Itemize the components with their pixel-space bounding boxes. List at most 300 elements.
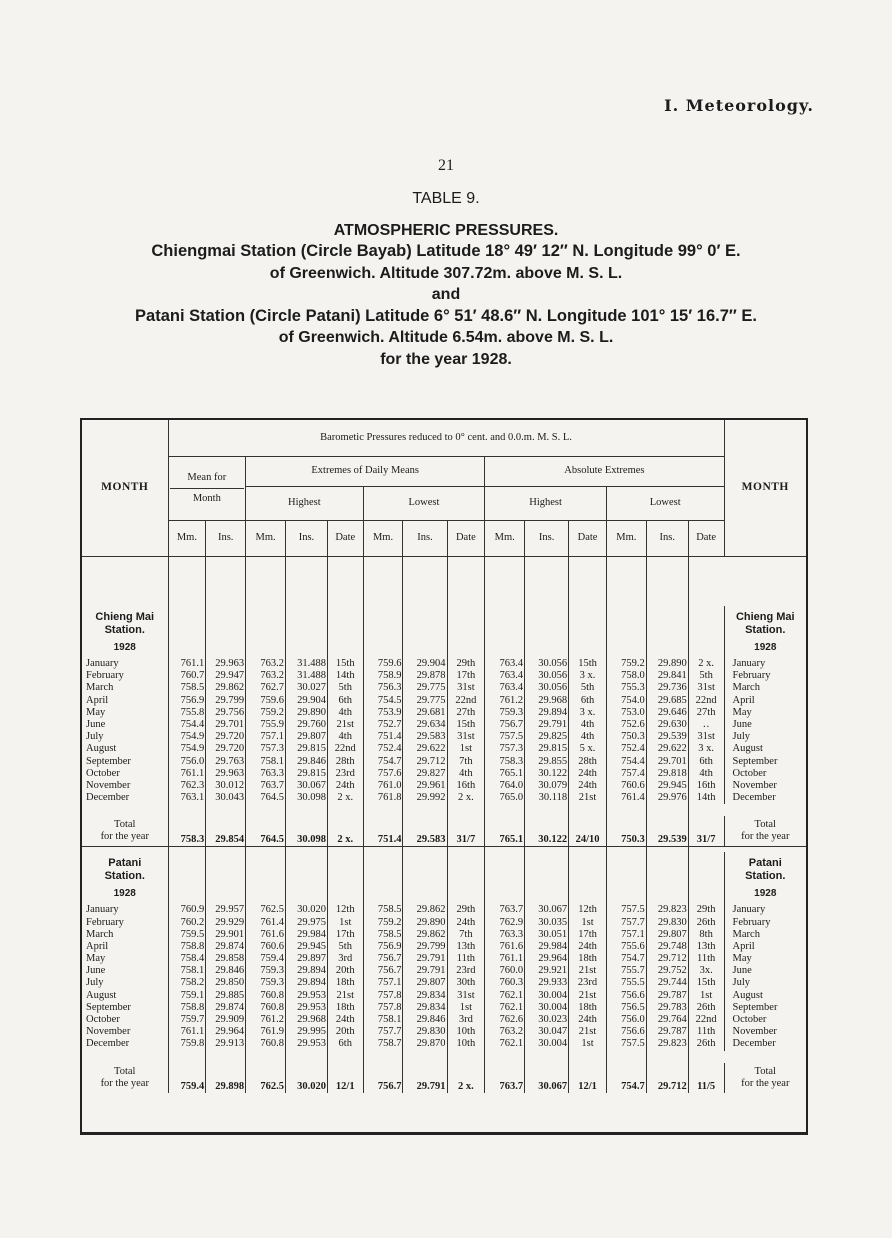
- data-cell: 763.2: [246, 658, 286, 670]
- data-cell: 755.8: [168, 707, 206, 719]
- spacer-cell: [363, 804, 403, 816]
- data-cell: 17th: [327, 929, 363, 941]
- month-name: July: [82, 977, 168, 989]
- data-cell: 29.964: [206, 1026, 246, 1038]
- table-row: [82, 977, 806, 989]
- data-cell: 30.004: [525, 990, 569, 1002]
- month-name: May: [724, 953, 806, 965]
- month-name: March: [82, 929, 168, 941]
- station-label-right: [724, 852, 806, 904]
- data-cell: 761.2: [246, 1014, 286, 1026]
- data-cell: 29.894: [285, 965, 327, 977]
- table-row: [82, 904, 806, 916]
- data-cell: 758.8: [168, 941, 206, 953]
- spacer-cell: [569, 606, 607, 658]
- data-cell: 762.7: [246, 682, 286, 694]
- data-cell: 758.5: [363, 904, 403, 916]
- data-cell: 765.0: [485, 792, 525, 804]
- data-cell: 24th: [569, 1014, 607, 1026]
- data-cell: 31st: [688, 682, 724, 694]
- data-cell: 758.1: [363, 1014, 403, 1026]
- data-cell: 29.539: [646, 731, 688, 743]
- data-cell: 21st: [327, 990, 363, 1002]
- data-cell: 762.9: [485, 916, 525, 928]
- spacer-cell: [688, 1051, 724, 1063]
- data-cell: 761.6: [246, 929, 286, 941]
- data-cell: 29.904: [403, 658, 447, 670]
- spacer-cell: [447, 556, 485, 606]
- data-cell: 758.1: [168, 965, 206, 977]
- data-cell: 757.3: [485, 743, 525, 755]
- and-line: and: [431, 286, 461, 303]
- data-cell: 31.488: [285, 670, 327, 682]
- data-cell: 14th: [327, 670, 363, 682]
- data-cell: 29.976: [646, 792, 688, 804]
- data-cell: 29.858: [206, 953, 246, 965]
- month-name: June: [724, 965, 806, 977]
- data-cell: 10th: [447, 1026, 485, 1038]
- data-cell: 11th: [688, 1026, 724, 1038]
- data-cell: 21st: [327, 719, 363, 731]
- table-row: [82, 1002, 806, 1014]
- month-name: August: [82, 743, 168, 755]
- table-row: [82, 941, 806, 953]
- spacer-cell: [206, 1051, 246, 1063]
- data-cell: 15th: [327, 658, 363, 670]
- spacer-cell: [327, 852, 363, 904]
- data-cell: 760.0: [485, 965, 525, 977]
- data-cell: 754.9: [168, 731, 206, 743]
- data-cell: 29.862: [206, 682, 246, 694]
- month-name: May: [724, 707, 806, 719]
- data-cell: 30.035: [525, 916, 569, 928]
- unit-header-date: Date: [327, 520, 363, 556]
- month-name: February: [724, 916, 806, 928]
- data-cell: 30.079: [525, 780, 569, 792]
- unit-header-mm: Mm.: [246, 520, 286, 556]
- data-cell: 26th: [688, 1002, 724, 1014]
- daily-highest-header: Highest: [246, 486, 363, 520]
- data-cell: 29.630: [646, 719, 688, 731]
- month-name: February: [82, 916, 168, 928]
- data-cell: 759.3: [246, 977, 286, 989]
- data-cell: 757.5: [485, 731, 525, 743]
- title-block: [60, 188, 832, 370]
- data-cell: 757.8: [363, 990, 403, 1002]
- data-cell: 15th: [688, 977, 724, 989]
- data-cell: 758.8: [168, 1002, 206, 1014]
- data-cell: 29.712: [403, 756, 447, 768]
- total-cell: 29.583: [403, 816, 447, 846]
- month-name: October: [724, 768, 806, 780]
- data-cell: 29.720: [206, 731, 246, 743]
- data-cell: 21st: [569, 1026, 607, 1038]
- data-cell: 12th: [327, 904, 363, 916]
- data-cell: 30th: [447, 977, 485, 989]
- data-cell: 6th: [569, 695, 607, 707]
- data-cell: 29.984: [525, 941, 569, 953]
- data-cell: 30.004: [525, 1038, 569, 1050]
- data-cell: 29.855: [525, 756, 569, 768]
- data-cell: 21st: [569, 792, 607, 804]
- data-cell: 759.3: [485, 707, 525, 719]
- total-cell: 750.3: [606, 816, 646, 846]
- data-cell: 29.775: [403, 682, 447, 694]
- unit-header-mm: Mm.: [606, 520, 646, 556]
- data-cell: 760.3: [485, 977, 525, 989]
- month-name: August: [82, 990, 168, 1002]
- data-cell: 761.9: [246, 1026, 286, 1038]
- data-cell: 761.1: [168, 658, 206, 670]
- spacer-cell: [525, 852, 569, 904]
- data-cell: 29.862: [403, 929, 447, 941]
- unit-header-ins: Ins.: [403, 520, 447, 556]
- unit-header-mm: Mm.: [485, 520, 525, 556]
- data-cell: 762.3: [168, 780, 206, 792]
- spacer-cell: [724, 556, 806, 606]
- data-cell: 29.890: [285, 707, 327, 719]
- data-cell: 6th: [327, 1038, 363, 1050]
- spacer-cell: [569, 852, 607, 904]
- data-cell: 29.894: [525, 707, 569, 719]
- section-header: I. Meteorology.: [664, 96, 814, 115]
- spacer-cell: [646, 556, 688, 606]
- absolute-extremes-header: Absolute Extremes: [485, 456, 724, 486]
- data-cell: 31st: [447, 682, 485, 694]
- data-cell: 30.118: [525, 792, 569, 804]
- data-cell: 3rd: [447, 1014, 485, 1026]
- data-cell: 758.5: [363, 929, 403, 941]
- data-cell: 29.874: [206, 1002, 246, 1014]
- data-cell: 750.3: [606, 731, 646, 743]
- data-cell: 29.760: [285, 719, 327, 731]
- data-cell: 757.1: [606, 929, 646, 941]
- data-cell: 759.3: [246, 965, 286, 977]
- data-cell: 29.841: [646, 670, 688, 682]
- spacer-cell: [82, 1051, 168, 1063]
- data-cell: 29.874: [206, 941, 246, 953]
- month-name: March: [724, 929, 806, 941]
- data-cell: 31st: [447, 731, 485, 743]
- data-cell: 756.0: [168, 756, 206, 768]
- data-cell: 27th: [447, 707, 485, 719]
- data-cell: 22nd: [688, 695, 724, 707]
- total-cell: 30.020: [285, 1063, 327, 1093]
- data-cell: 3 x.: [688, 743, 724, 755]
- spacer-cell: [646, 606, 688, 658]
- spacer-cell: [485, 1051, 525, 1063]
- data-cell: 754.7: [606, 953, 646, 965]
- month-name: October: [82, 768, 168, 780]
- month-name: March: [82, 682, 168, 694]
- data-cell: 759.1: [168, 990, 206, 1002]
- data-cell: 21st: [569, 990, 607, 1002]
- data-cell: 24th: [569, 768, 607, 780]
- data-cell: 29.963: [206, 768, 246, 780]
- data-cell: 30.056: [525, 682, 569, 694]
- data-cell: 753.0: [606, 707, 646, 719]
- data-cell: 30.056: [525, 670, 569, 682]
- data-cell: 756.7: [485, 719, 525, 731]
- table-row: [82, 916, 806, 928]
- data-cell: 763.7: [485, 904, 525, 916]
- spacer-cell: [688, 556, 724, 606]
- year-line: for the year 1928.: [380, 350, 512, 368]
- total-cell: 29.854: [206, 816, 246, 846]
- total-cell: 765.1: [485, 816, 525, 846]
- table-heading: ATMOSPHERIC PRESSURES.: [333, 221, 559, 239]
- spacer-cell: [403, 804, 447, 816]
- unit-header-date: Date: [569, 520, 607, 556]
- data-cell: 31st: [447, 990, 485, 1002]
- data-cell: 758.7: [363, 1038, 403, 1050]
- data-cell: 29.890: [646, 658, 688, 670]
- top-header: Barometic Pressures reduced to 0° cent. and 0.0.m. M. S. L.: [168, 420, 724, 456]
- data-cell: 762.6: [485, 1014, 525, 1026]
- station-label-left: [82, 852, 168, 904]
- data-cell: 752.4: [363, 743, 403, 755]
- month-name: November: [82, 1026, 168, 1038]
- data-cell: 2 x.: [688, 658, 724, 670]
- table-row: [82, 743, 806, 755]
- data-cell: 29.775: [403, 695, 447, 707]
- data-cell: 755.7: [606, 965, 646, 977]
- total-label: Total for the year: [82, 816, 168, 846]
- station-suffix: Station.: [104, 869, 145, 882]
- data-cell: 29.701: [646, 756, 688, 768]
- total-cell: 29.539: [646, 816, 688, 846]
- data-cell: 11th: [447, 953, 485, 965]
- spacer-cell: [363, 852, 403, 904]
- data-cell: 29.823: [646, 904, 688, 916]
- data-cell: 30.122: [525, 768, 569, 780]
- table-row: [82, 658, 806, 670]
- table-row: [82, 670, 806, 682]
- data-cell: 763.1: [168, 792, 206, 804]
- spacer-cell: [246, 804, 286, 816]
- month-name: August: [724, 990, 806, 1002]
- spacer-cell: [246, 852, 286, 904]
- data-cell: 759.2: [363, 916, 403, 928]
- data-cell: 29.897: [285, 953, 327, 965]
- data-cell: 29.963: [206, 658, 246, 670]
- extremes-daily-header: Extremes of Daily Means: [246, 456, 485, 486]
- data-cell: 752.7: [363, 719, 403, 731]
- month-name: January: [724, 658, 806, 670]
- spacer-cell: [363, 606, 403, 658]
- data-cell: 754.9: [168, 743, 206, 755]
- spacer-cell: [606, 606, 646, 658]
- spacer-cell: [447, 1051, 485, 1063]
- data-cell: 762.1: [485, 990, 525, 1002]
- data-cell: 18th: [569, 1002, 607, 1014]
- data-cell: 3 x.: [569, 707, 607, 719]
- data-cell: 759.8: [168, 1038, 206, 1050]
- data-cell: 6th: [327, 695, 363, 707]
- spacer-cell: [363, 556, 403, 606]
- station-year: 1928: [113, 887, 136, 899]
- total-label: Total for the year: [82, 1063, 168, 1093]
- data-cell: 24th: [327, 780, 363, 792]
- spacer-cell: [646, 804, 688, 816]
- unit-header-mm: Mm.: [363, 520, 403, 556]
- data-cell: 756.0: [606, 1014, 646, 1026]
- data-cell: 29th: [447, 904, 485, 916]
- data-cell: 759.2: [606, 658, 646, 670]
- table-row: [82, 682, 806, 694]
- data-cell: 757.8: [363, 1002, 403, 1014]
- spacer-cell: [168, 556, 206, 606]
- spacer-cell: [525, 606, 569, 658]
- total-cell: 2 x.: [327, 816, 363, 846]
- total-label: Total for the year: [724, 1063, 806, 1093]
- data-cell: 23rd: [327, 768, 363, 780]
- spacer-cell: [569, 804, 607, 816]
- month-name: November: [82, 780, 168, 792]
- data-cell: 29.890: [403, 916, 447, 928]
- data-cell: 758.0: [606, 670, 646, 682]
- data-cell: 29.933: [525, 977, 569, 989]
- data-cell: 29.901: [206, 929, 246, 941]
- month-name: April: [724, 941, 806, 953]
- data-cell: 6th: [688, 756, 724, 768]
- data-cell: 26th: [688, 1038, 724, 1050]
- data-cell: 4th: [569, 731, 607, 743]
- data-cell: 31.488: [285, 658, 327, 670]
- table-row: [82, 695, 806, 707]
- data-cell: 29.646: [646, 707, 688, 719]
- month-name: February: [724, 670, 806, 682]
- station-label-left: [82, 606, 168, 658]
- data-cell: 29.763: [206, 756, 246, 768]
- table-row: [82, 965, 806, 977]
- data-cell: 751.4: [363, 731, 403, 743]
- data-cell: 763.3: [485, 929, 525, 941]
- data-cell: 761.2: [485, 695, 525, 707]
- month-name: July: [724, 977, 806, 989]
- total-cell: 29.898: [206, 1063, 246, 1093]
- data-cell: 30.020: [285, 904, 327, 916]
- data-cell: 761.1: [168, 1026, 206, 1038]
- data-cell: 29.681: [403, 707, 447, 719]
- month-name: June: [82, 965, 168, 977]
- data-cell: 29.957: [206, 904, 246, 916]
- spacer-cell: [285, 606, 327, 658]
- spacer-cell: [724, 1051, 806, 1063]
- data-cell: 31st: [688, 731, 724, 743]
- data-cell: 757.7: [363, 1026, 403, 1038]
- data-cell: 29.846: [206, 965, 246, 977]
- station-name: Chieng Mai: [735, 610, 795, 623]
- data-cell: 762.1: [485, 1038, 525, 1050]
- data-cell: 760.6: [606, 780, 646, 792]
- data-cell: 1st: [327, 916, 363, 928]
- data-cell: 752.6: [606, 719, 646, 731]
- data-cell: 761.1: [168, 768, 206, 780]
- spacer-cell: [485, 852, 525, 904]
- data-cell: 29.756: [206, 707, 246, 719]
- data-cell: 29.995: [285, 1026, 327, 1038]
- data-cell: 763.4: [485, 682, 525, 694]
- data-cell: 761.0: [363, 780, 403, 792]
- data-cell: 29.904: [285, 695, 327, 707]
- data-cell: 29.953: [285, 1002, 327, 1014]
- data-cell: 29.885: [206, 990, 246, 1002]
- data-cell: 30.067: [525, 904, 569, 916]
- month-name: October: [82, 1014, 168, 1026]
- spacer-cell: [403, 556, 447, 606]
- data-cell: 760.8: [246, 1002, 286, 1014]
- data-cell: 29.736: [646, 682, 688, 694]
- spacer-cell: [606, 1051, 646, 1063]
- data-cell: 754.7: [363, 756, 403, 768]
- month-name: September: [82, 1002, 168, 1014]
- data-cell: 29.850: [206, 977, 246, 989]
- total-cell: 31/7: [447, 816, 485, 846]
- data-cell: 757.7: [606, 916, 646, 928]
- spacer-cell: [403, 1051, 447, 1063]
- data-cell: 756.9: [168, 695, 206, 707]
- spacer-cell: [168, 852, 206, 904]
- data-cell: 29.807: [403, 977, 447, 989]
- data-cell: 29.622: [646, 743, 688, 755]
- data-cell: 29.913: [206, 1038, 246, 1050]
- data-cell: 757.3: [246, 743, 286, 755]
- spacer-cell: [285, 804, 327, 816]
- total-cell: 11/5: [688, 1063, 724, 1093]
- data-cell: 30.043: [206, 792, 246, 804]
- data-cell: 29.830: [646, 916, 688, 928]
- spacer-cell: [485, 556, 525, 606]
- month-name: September: [724, 1002, 806, 1014]
- total-label: Total for the year: [724, 816, 806, 846]
- data-cell: 4th: [327, 731, 363, 743]
- data-cell: 18th: [569, 953, 607, 965]
- spacer-cell: [327, 606, 363, 658]
- data-cell: 29.961: [403, 780, 447, 792]
- data-cell: 756.7: [363, 953, 403, 965]
- unit-header-ins: Ins.: [525, 520, 569, 556]
- data-cell: 761.8: [363, 792, 403, 804]
- data-cell: 29.870: [403, 1038, 447, 1050]
- data-cell: 5th: [688, 670, 724, 682]
- month-name: September: [724, 756, 806, 768]
- month-name: April: [82, 941, 168, 953]
- data-cell: 755.9: [246, 719, 286, 731]
- data-cell: 763.7: [246, 780, 286, 792]
- month-name: January: [82, 904, 168, 916]
- data-cell: 763.2: [246, 670, 286, 682]
- spacer-cell: [646, 1051, 688, 1063]
- spacer-cell: [525, 1051, 569, 1063]
- month-name: May: [82, 707, 168, 719]
- data-cell: 29.992: [403, 792, 447, 804]
- data-cell: 756.3: [363, 682, 403, 694]
- data-cell: 29.685: [646, 695, 688, 707]
- data-cell: 754.5: [363, 695, 403, 707]
- unit-header-ins: Ins.: [646, 520, 688, 556]
- month-name: August: [724, 743, 806, 755]
- data-cell: 1st: [688, 990, 724, 1002]
- data-cell: 760.7: [168, 670, 206, 682]
- data-cell: 759.6: [363, 658, 403, 670]
- month-name: November: [724, 780, 806, 792]
- data-cell: 763.2: [485, 1026, 525, 1038]
- table-row: [82, 780, 806, 792]
- data-cell: 1st: [447, 1002, 485, 1014]
- data-cell: 29.929: [206, 916, 246, 928]
- data-cell: 30.067: [285, 780, 327, 792]
